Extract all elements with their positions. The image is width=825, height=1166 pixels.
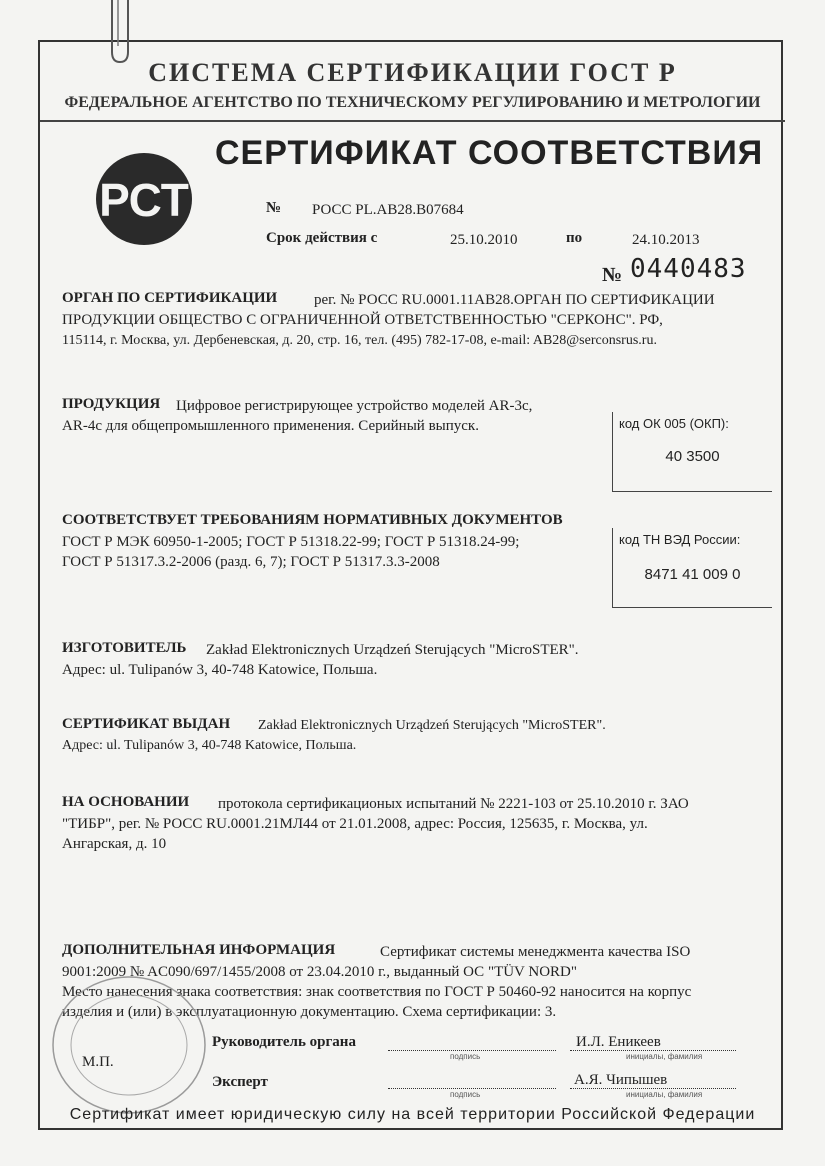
footer-validity-note: Сертификат имеет юридическую силу на всей территории Российской Федерации — [69, 1106, 756, 1123]
expert-name: А.Я. Чипышев — [574, 1072, 668, 1088]
rst-logo — [92, 148, 204, 250]
expert-label: Эксперт — [212, 1074, 268, 1090]
okp-code-box — [612, 412, 772, 492]
tnved-code-box — [612, 528, 772, 608]
basis-line-2: "ТИБР", рег. № РОСС RU.0001.21МЛ44 от 21.01.2008, адрес: Россия, 125635, г. Москва, ул. — [62, 816, 648, 832]
conformity-line-1: ГОСТ Р МЭК 60950-1-2005; ГОСТ Р 51318.22-99; ГОСТ Р 51318.24-99; — [62, 534, 520, 550]
basis-line-3: Ангарская, д. 10 — [62, 836, 167, 852]
additional-line-1: Сертификат системы менеджмента качества ISO — [380, 944, 691, 960]
organ-line-3: 115114, г. Москва, ул. Дербеневская, д. 20, стр. 16, тел. (495) 782-17-08, e-mail: AB28@serconsrus.ru. — [62, 333, 657, 348]
conformity-line-2: ГОСТ Р 51317.3.2-2006 (разд. 6, 7); ГОСТ Р 51317.3.3-2008 — [62, 554, 440, 570]
head-label: Руководитель органа — [212, 1034, 356, 1050]
product-line-2: AR-4c для общепромышленного применения. Серийный выпуск. — [62, 418, 479, 434]
okp-code-label: код ОК 005 (ОКП): — [619, 416, 729, 431]
logo-text: РСТ — [99, 174, 189, 226]
expert-name-caption: инициалы, фамилия — [626, 1090, 703, 1099]
head-sign-line — [388, 1050, 556, 1051]
product-label: ПРОДУКЦИЯ — [62, 396, 161, 412]
agency-title: ФЕДЕРАЛЬНОЕ АГЕНТСТВО ПО ТЕХНИЧЕСКОМУ РЕГУЛИРОВАНИЮ И МЕТРОЛОГИИ — [64, 94, 761, 111]
organ-line-2: ПРОДУКЦИИ ОБЩЕСТВО С ОГРАНИЧЕННОЙ ОТВЕТСТВЕННОСТЬЮ "СЕРКОНС". РФ, — [62, 312, 663, 328]
expert-sign-line — [388, 1088, 556, 1089]
mp-label: М.П. — [82, 1054, 114, 1070]
organ-line-1: рег. № РОСС RU.0001.11АВ28.ОРГАН ПО СЕРТИФИКАЦИИ — [314, 292, 715, 308]
valid-from: 25.10.2010 — [450, 232, 518, 248]
valid-to-label: по — [566, 230, 583, 246]
tnved-code-label: код ТН ВЭД России: — [619, 532, 741, 547]
organ-label: ОРГАН ПО СЕРТИФИКАЦИИ — [62, 290, 278, 306]
expert-sign-caption: подпись — [450, 1090, 481, 1099]
expert-name-line — [570, 1088, 736, 1089]
additional-line-3: Место нанесения знака соответствия: знак соответствия по ГОСТ Р 50460-92 наносится на корпус — [62, 984, 692, 1000]
tnved-code-value: 8471 41 009 0 — [644, 566, 741, 583]
issued-label: СЕРТИФИКАТ ВЫДАН — [62, 716, 231, 732]
blank-no-label: № — [602, 264, 623, 286]
validity-label: Срок действия с — [266, 230, 378, 246]
additional-line-4: изделия и (или) в эксплуатационную документацию. Схема сертификации: 3. — [62, 1004, 557, 1020]
blank-number: 0440483 — [630, 254, 747, 284]
system-title: СИСТЕМА СЕРТИФИКАЦИИ ГОСТ Р — [148, 58, 677, 87]
head-name-caption: инициалы, фамилия — [626, 1052, 703, 1061]
issued-address: Адрес: ul. Tulipanów 3, 40-748 Katowice, Польша. — [62, 738, 357, 753]
seal-stamp — [44, 970, 214, 1120]
header-divider — [40, 120, 785, 122]
okp-code-value: 40 3500 — [665, 448, 720, 465]
head-name: И.Л. Еникеев — [576, 1034, 661, 1050]
valid-to: 24.10.2013 — [632, 232, 700, 248]
basis-label: НА ОСНОВАНИИ — [62, 794, 190, 810]
manufacturer-name: Zakład Elektronicznych Urządzeń Sterujących "MicroSTER". — [206, 642, 579, 658]
head-sign-caption: подпись — [450, 1052, 481, 1061]
issued-name: Zakład Elektronicznych Urządzeń Sterujących "MicroSTER". — [258, 718, 606, 733]
cert-no-label: № — [266, 200, 282, 216]
head-name-line — [570, 1050, 736, 1051]
cert-number: РОСС PL.AB28.B07684 — [312, 202, 464, 218]
certificate-title: СЕРТИФИКАТ СООТВЕТСТВИЯ — [215, 134, 764, 172]
basis-line-1: протокола сертификационых испытаний № 2221-103 от 25.10.2010 г. ЗАО — [218, 796, 689, 812]
additional-line-2: 9001:2009 № AC090/697/1455/2008 от 23.04.2010 г., выданный ОС "TÜV NORD" — [62, 964, 577, 980]
manufacturer-address: Адрес: ul. Tulipanów 3, 40-748 Katowice, Польша. — [62, 662, 378, 678]
product-line-1: Цифровое регистрирующее устройство моделей AR-3c, — [176, 398, 533, 414]
manufacturer-label: ИЗГОТОВИТЕЛЬ — [62, 640, 187, 656]
additional-label: ДОПОЛНИТЕЛЬНАЯ ИНФОРМАЦИЯ — [62, 942, 336, 958]
conformity-label: СООТВЕТСТВУЕТ ТРЕБОВАНИЯМ НОРМАТИВНЫХ ДОКУМЕНТОВ — [62, 512, 563, 528]
